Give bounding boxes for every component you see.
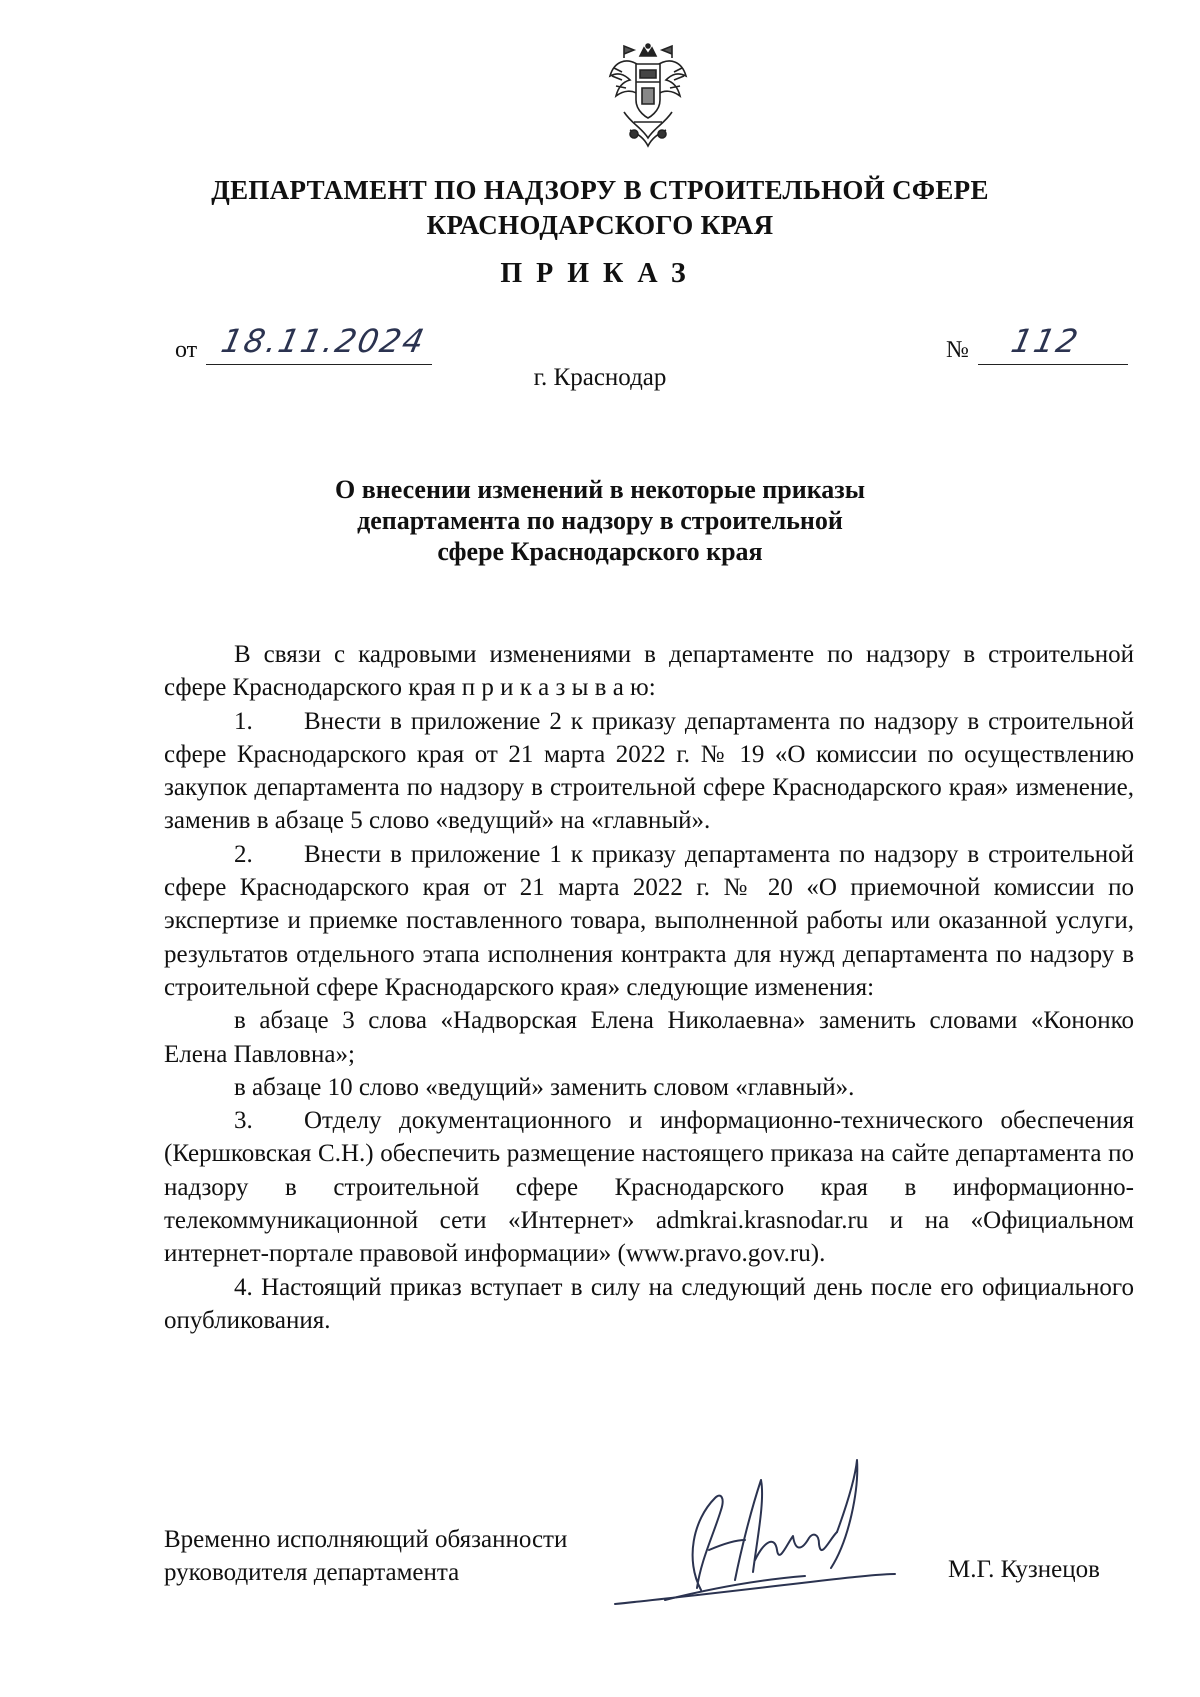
- order-date: 18.11.2024: [217, 322, 430, 360]
- document-type-title: ПРИКАЗ: [500, 258, 700, 289]
- signatory-name: М.Г. Кузнецов: [948, 1556, 1100, 1583]
- item-3-number: 3.: [234, 1107, 253, 1135]
- order-subject: [0, 474, 1200, 567]
- item-2-sub-1: в абзаце 3 слова «Надворская Елена Николаевна» заменить словами «Кононко Елена Павловна»;: [164, 1007, 1134, 1068]
- subject-line3: сфере Краснодарского края: [437, 537, 763, 566]
- subject-line2: департамента по надзору в строительной: [357, 506, 843, 535]
- number-prefix: №: [946, 337, 969, 363]
- intro-paragraph: В связи с кадровыми изменениями в департаменте по надзору в строительной сфере Краснодарского края п р и к а з ы в а ю:: [164, 641, 1134, 702]
- handwritten-signature: [605, 1440, 915, 1610]
- subject-line1: О внесении изменений в некоторые приказы: [334, 475, 866, 504]
- coat-of-arms-icon: [604, 42, 692, 150]
- signatory-position: [164, 1523, 567, 1589]
- date-prefix: от: [175, 337, 198, 363]
- item-1-text: Внести в приложение 2 к приказу департамента по надзору в строительной сфере Краснодарского края от 21 марта 2022 г. № 19 «О комиссии по осуществлению закупок департамента по надзору в строительной сфере Краснодарского края» изменение, заменив в абзаце 5 слово «ведущий» на «главный».: [164, 707, 1134, 835]
- position-line1: Временно исполняющий обязанности: [164, 1526, 568, 1553]
- item-4: 4. Настоящий приказ вступает в силу на следующий день после его официального опубликования.: [164, 1273, 1134, 1334]
- city: г. Краснодар: [533, 364, 667, 391]
- item-1-number: 1.: [234, 707, 253, 735]
- item-2-sub-2: в абзаце 10 слово «ведущий» заменить словом «главный».: [234, 1073, 855, 1101]
- order-number: 112: [1007, 322, 1084, 360]
- position-line2: руководителя департамента: [164, 1559, 460, 1586]
- item-1: [164, 705, 1134, 838]
- item-2-text: Внести в приложение 1 к приказу департамента по надзору в строительной сфере Краснодарского края от 21 марта 2022 г. № 20 «О приемочной комиссии по экспертизе и приемке поставленного товара, выполненной работы или оказанной услуги, результатов отдельного этапа исполнения контракта для нужд департамента по надзору в строительной сфере Краснодарского края» следующие изменения:: [164, 840, 1134, 1001]
- organization-name-line2: КРАСНОДАРСКОГО КРАЯ: [426, 210, 774, 240]
- organization-name-line1: ДЕПАРТАМЕНТ ПО НАДЗОРУ В СТРОИТЕЛЬНОЙ СФЕРЕ: [211, 175, 989, 205]
- item-2-number: 2.: [234, 840, 253, 868]
- item-3: [164, 1104, 1134, 1270]
- item-3-text: Отделу документационного и информационно-технического обеспечения (Кершковская С.Н.) обеспечить размещение настоящего приказа на сайте департамента по надзору в строительной сфере Краснодарского края в информационно-телекоммуникационной сети «Интернет» admkrai.krasnodar.ru и на «Официальном интернет-портале правовой информации» (www.pravo.gov.ru).: [164, 1107, 1134, 1268]
- item-2: [164, 838, 1134, 1004]
- order-body: [164, 638, 1134, 1337]
